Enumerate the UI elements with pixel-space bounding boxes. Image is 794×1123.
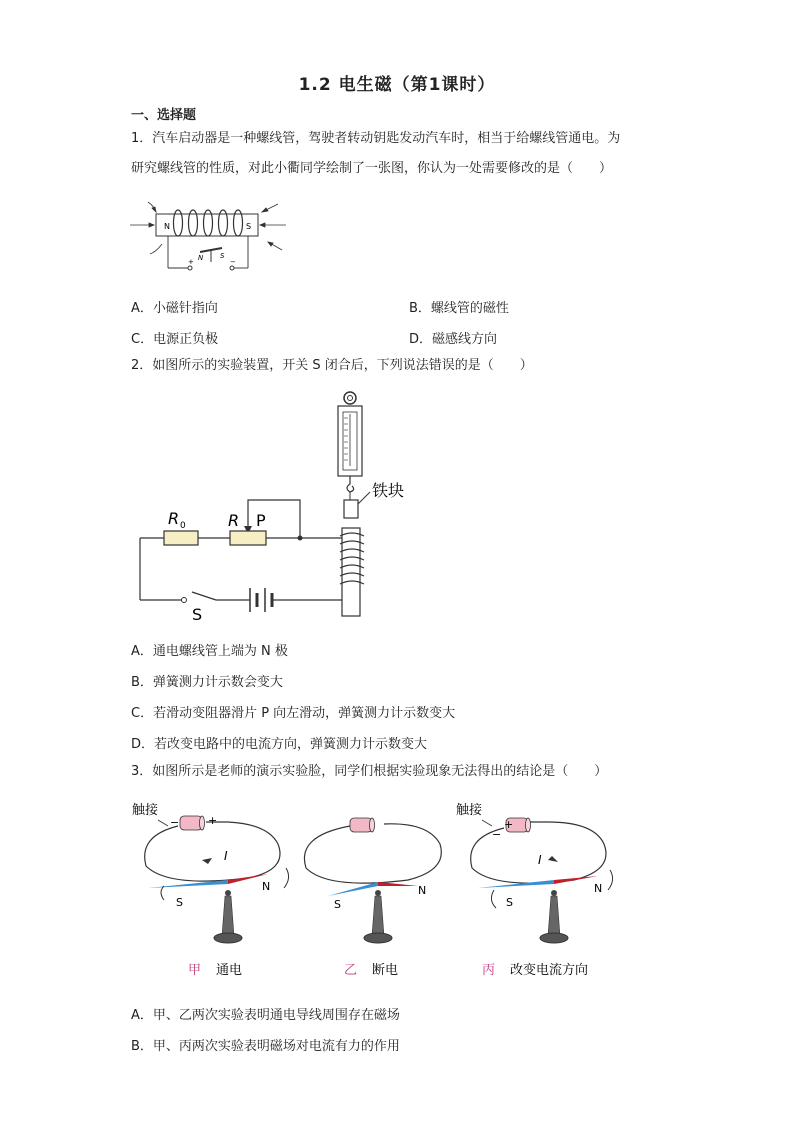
panel3-plus: + [504,818,514,831]
panel3-n: N [594,882,603,895]
panel2-wire [304,824,441,883]
panel-jia [132,802,289,978]
q1-solenoid-figure [128,192,288,278]
panel1-minus: − [170,816,180,829]
q1-option-a: A．小磁针指向 [131,301,218,316]
q1-stem-line1: 1．汽车启动器是一种螺线管，驾驶者转动钥匙发动汽车时，相当于给螺线管通电。为 [131,131,621,146]
panel3-label-a: 丙 [482,963,496,978]
q2-circuit-figure [130,388,440,623]
panel2-needle-s [328,882,378,896]
panel1-needle-s [148,880,228,888]
q1-option-d: D．磁感线方向 [409,332,498,347]
panel1-current: I [224,849,228,863]
iron-label: 铁块 [372,481,405,500]
scale-hook [347,476,354,492]
q1-option-b: B．螺线管的磁性 [409,301,509,316]
p-label: P [256,511,266,530]
q1-right-pole: S [246,222,252,231]
q1-option-c: C．电源正负极 [131,332,219,347]
q1-stem-line2: 研究螺线管的性质，对此小衢同学绘制了一张图，你认为一处需要修改的是（ ） [131,161,613,176]
scale-ring [344,392,356,404]
panel3-needle-s [478,880,554,888]
panel1-s: S [176,896,183,909]
page-title: 1.2 电生磁（第1课时） [298,75,496,95]
iron-label-leader [358,492,370,504]
q2-option-d: D．若改变电路中的电流方向，弹簧测力计示数变大 [131,737,428,752]
resistor-r0 [164,531,198,545]
section-heading: 一、选择题 [131,108,197,123]
needle-n-label: N [198,254,204,262]
panel1-plus: + [208,814,218,827]
switch-pivot [182,598,187,603]
rheostat-r [230,531,266,545]
q3-option-a: A．甲、乙两次实验表明通电导线周围存在磁场 [131,1008,400,1023]
panel-bing [456,802,613,978]
q2-stem: 2．如图所示的实验装置，开关 S 闭合后，下列说法错误的是（ ） [131,358,533,373]
r-label: R [228,511,240,530]
junction-dot [298,536,303,541]
switch-label: S [192,605,203,623]
r0-label: R [168,509,180,528]
panel3-label-b: 改变电流方向 [510,963,589,978]
panel2-label-b: 断电 [372,963,399,978]
q3-experiment-figure [128,796,628,986]
panel1-label-a: 甲 [188,963,202,978]
panel2-n: N [418,884,427,897]
r0-subscript: 0 [180,521,186,531]
terminal-minus [230,266,234,270]
iron-block [344,500,358,518]
panel-yi [304,818,441,978]
panel3-minus: − [492,828,502,841]
q2-option-b: B．弹簧测力计示数会变大 [131,675,283,690]
q1-circuit-wires [168,236,248,268]
scale-ring-inner [348,396,353,401]
panel1-n: N [262,880,271,893]
panel1-label-b: 通电 [216,963,243,978]
q1-plus-sign: + [188,258,194,266]
panel3-needle-n [554,876,598,884]
needle-s-label: S [220,252,225,260]
panel1-touch: 触接 [132,803,159,818]
panel2-s: S [334,898,341,911]
q2-option-c: C．若滑动变阻器滑片 P 向左滑动，弹簧测力计示数变大 [131,706,456,721]
panel3-current: I [538,853,542,867]
q1-minus-sign: − [230,258,236,266]
panel3-s: S [506,896,513,909]
q2-option-a: A．通电螺线管上端为 N 极 [131,644,288,659]
q1-left-pole: N [164,222,170,231]
q3-option-b: B．甲、丙两次实验表明磁场对电流有力的作用 [131,1039,400,1054]
panel3-touch: 触接 [456,803,483,818]
q3-stem: 3．如图所示是老师的演示实验脸，同学们根据实验现象无法得出的结论是（ ） [131,764,608,779]
terminal-plus [188,266,192,270]
panel2-label-a: 乙 [344,963,358,978]
panel1-wire [145,822,280,881]
